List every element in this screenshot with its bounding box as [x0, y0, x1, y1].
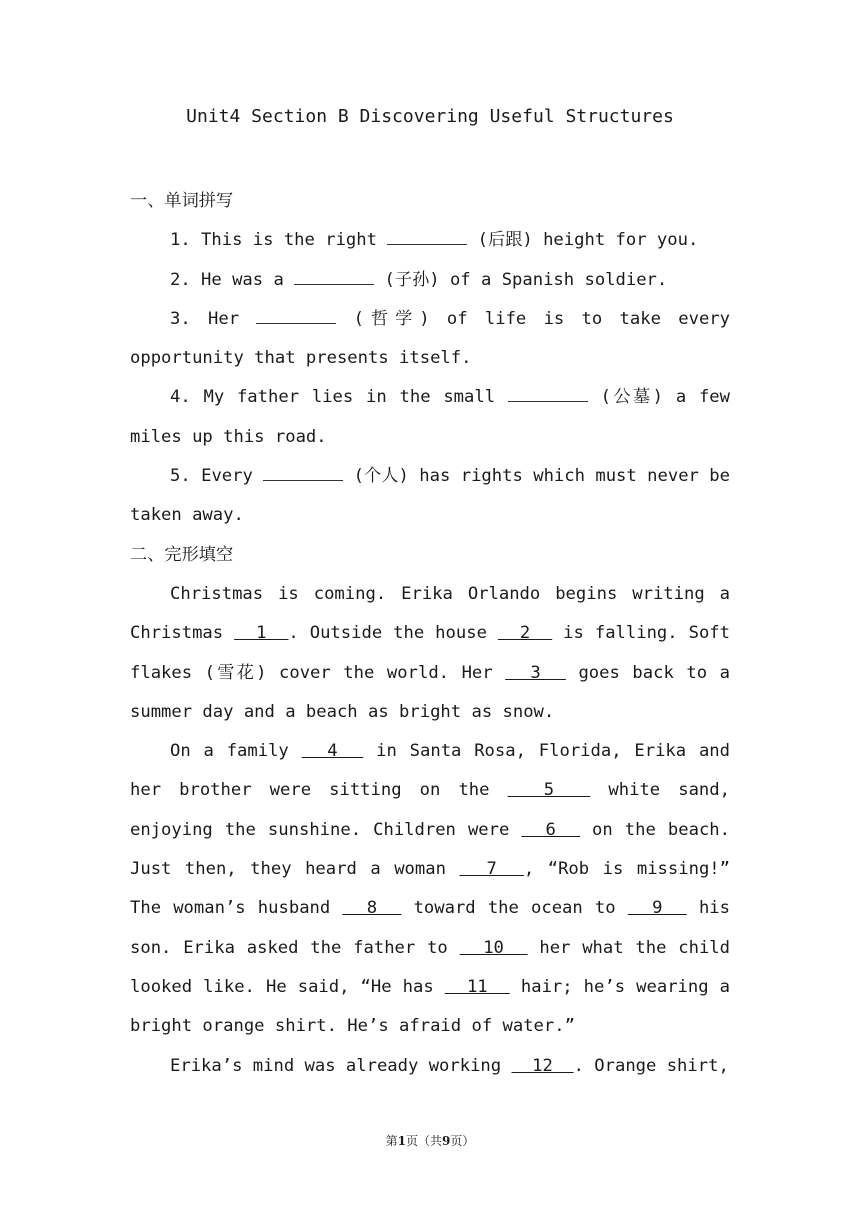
vocab-item-hint: (哲学) of life is to take every opportunity that presents itself. [130, 308, 730, 369]
vocab-item-hint: (个人) has rights which must never be taken away. [130, 466, 730, 526]
passage-text: in Santa Rosa, Florida, Erika and her brother were sitting on the [130, 741, 730, 801]
cloze-blank-10: 10 [459, 937, 528, 958]
current-page-number: 1 [397, 1134, 406, 1148]
vocab-item-2 [130, 261, 730, 300]
passage-text: on the beach. Just then, they heard a woman [130, 819, 730, 880]
cloze-blank-2: 2 [497, 623, 553, 644]
footer-text: 第 [385, 1134, 398, 1148]
section-heading-cloze: 二、完形填空 [130, 544, 234, 565]
cloze-blank-12: 12 [511, 1055, 574, 1076]
cloze-paragraph-3 [130, 1047, 730, 1086]
passage-text: Christmas is coming. Erika Orlando begins writing a Christmas [130, 583, 730, 644]
answer-blank[interactable] [508, 384, 588, 402]
vocab-item-5 [130, 457, 730, 536]
passage-text: , “Rob is missing!” The woman’s husband [130, 859, 730, 919]
answer-blank[interactable] [263, 463, 343, 481]
vocab-item-hint: (后跟) height for you. [467, 230, 699, 251]
footer-text: 页） [450, 1134, 475, 1148]
cloze-blank-11: 11 [444, 976, 510, 997]
passage-text: white sand, enjoying the sunshine. Children were [130, 780, 730, 840]
page-title: Unit4 Section B Discovering Useful Structures [186, 106, 674, 127]
cloze-blank-7: 7 [459, 859, 524, 880]
passage-text: On a family [170, 741, 302, 762]
vocab-item-3 [130, 300, 730, 379]
passage-text: is falling. Soft flakes (雪花) cover the world. Her [130, 623, 730, 683]
passage-text: Erika’s mind was already working [170, 1055, 512, 1076]
vocab-item-text: 4. My father lies in the small [170, 387, 508, 408]
passage-text: toward the ocean to [401, 898, 628, 919]
passage-text: . Orange shirt, [573, 1055, 729, 1076]
vocab-item-text: 1. This is the right [170, 230, 388, 251]
vocab-item-text: 3. Her [170, 308, 257, 329]
footer-text: 页（共 [405, 1134, 442, 1148]
answer-blank[interactable] [256, 306, 336, 324]
vocab-item-text: 2. He was a [170, 269, 295, 290]
answer-blank[interactable] [294, 267, 374, 285]
cloze-blank-6: 6 [521, 819, 580, 840]
cloze-blank-9: 9 [627, 898, 687, 919]
passage-text: goes back to a summer day and a beach as bright as snow. [130, 662, 731, 722]
cloze-blank-4: 4 [301, 741, 364, 762]
cloze-blank-8: 8 [342, 898, 402, 919]
passage-text: his son. Erika asked the father to [130, 898, 730, 958]
document-body [130, 182, 730, 1086]
vocab-item-hint: (公墓) a few miles up this road. [130, 387, 730, 447]
vocab-item-text: 5. Every [170, 466, 264, 487]
passage-text: . Outside the house [288, 623, 498, 644]
section-heading-vocabulary: 一、单词拼写 [130, 191, 234, 211]
cloze-blank-3: 3 [505, 662, 566, 683]
cloze-blank-1: 1 [234, 623, 289, 644]
vocab-item-hint: (子孙) of a Spanish soldier. [374, 269, 668, 290]
total-page-count: 9 [442, 1134, 451, 1148]
vocab-item-4 [130, 378, 730, 457]
page-footer [0, 1132, 860, 1149]
passage-text: hair; he’s wearing a bright orange shirt. He’s afraid of water.” [130, 976, 731, 1037]
vocab-item-1 [130, 221, 730, 260]
cloze-paragraph-1 [130, 575, 730, 732]
cloze-blank-5: 5 [507, 780, 591, 801]
answer-blank[interactable] [387, 227, 467, 245]
passage-text: her what the child looked like. He said, “He has [130, 937, 731, 997]
cloze-paragraph-2 [130, 732, 730, 1046]
